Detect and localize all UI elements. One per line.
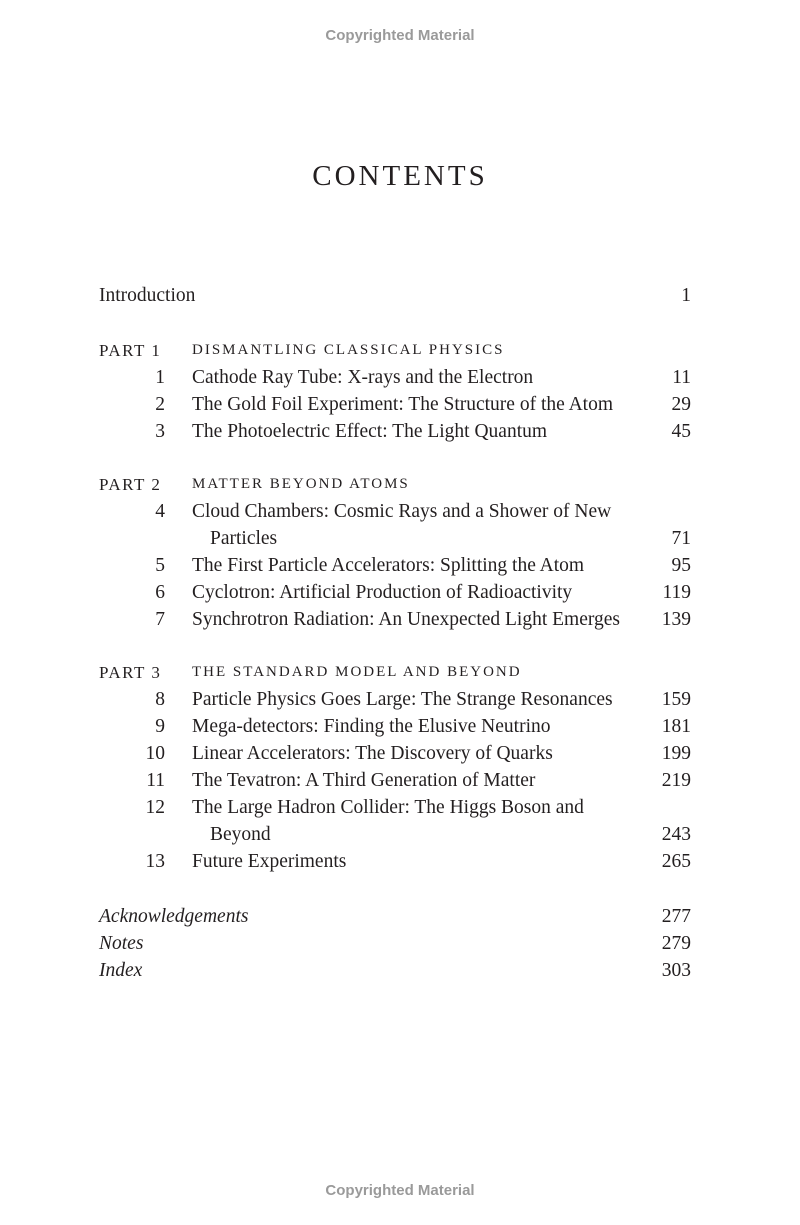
entry-label: Acknowledgements bbox=[99, 906, 249, 927]
part-label: PART 2 bbox=[99, 475, 162, 494]
chapter-title: Mega-detectors: Finding the Elusive Neutrino bbox=[192, 716, 551, 737]
chapter-title: Particle Physics Goes Large: The Strange Resonances bbox=[192, 689, 613, 710]
chapter-number: 5 bbox=[155, 555, 165, 576]
entry-label: Introduction bbox=[99, 285, 196, 306]
page-number: 71 bbox=[671, 528, 691, 549]
toc-entry-introduction[interactable] bbox=[99, 282, 691, 309]
chapter-title: The First Particle Accelerators: Splitting the Atom bbox=[192, 555, 585, 576]
part-heading-3 bbox=[99, 659, 691, 686]
page-number: 277 bbox=[661, 906, 691, 927]
chapter-title-line-2: Beyond bbox=[210, 824, 271, 845]
entry-label: Index bbox=[99, 960, 143, 981]
chapter-title-line-1: Cloud Chambers: Cosmic Rays and a Shower of New bbox=[192, 501, 612, 522]
toc-entry-chapter-10[interactable] bbox=[99, 740, 691, 767]
chapter-number: 12 bbox=[145, 797, 165, 818]
part-label: PART 3 bbox=[99, 663, 162, 682]
chapter-title bbox=[192, 498, 642, 552]
chapter-number: 10 bbox=[145, 743, 165, 764]
watermark-top: Copyrighted Material bbox=[325, 27, 475, 44]
toc-entry-notes[interactable] bbox=[99, 930, 691, 957]
toc-entry-chapter-5[interactable] bbox=[99, 552, 691, 579]
watermark-bottom: Copyrighted Material bbox=[325, 1182, 475, 1199]
chapter-title: Synchrotron Radiation: An Unexpected Light Emerges bbox=[192, 609, 621, 630]
toc-entry-chapter-6[interactable] bbox=[99, 579, 691, 606]
page-number: 219 bbox=[661, 770, 691, 791]
chapter-title: Cyclotron: Artificial Production of Radioactivity bbox=[192, 582, 573, 603]
toc-entry-acknowledgements[interactable] bbox=[99, 903, 691, 930]
page-number: 1 bbox=[681, 285, 691, 306]
chapter-title: Cathode Ray Tube: X-rays and the Electron bbox=[192, 367, 534, 388]
chapter-number: 13 bbox=[145, 851, 165, 872]
toc-entry-chapter-3[interactable] bbox=[99, 418, 691, 445]
page-number: 95 bbox=[671, 555, 691, 576]
page-number: 119 bbox=[662, 582, 691, 603]
entry-label: Notes bbox=[99, 933, 144, 954]
page-number: 139 bbox=[661, 609, 691, 630]
chapter-title: The Gold Foil Experiment: The Structure of the Atom bbox=[192, 394, 613, 415]
page-number: 29 bbox=[671, 394, 691, 415]
chapter-number: 6 bbox=[155, 582, 165, 603]
chapter-title: Future Experiments bbox=[192, 851, 347, 872]
page-number: 199 bbox=[661, 743, 691, 764]
chapter-title-line-2: Particles bbox=[210, 528, 278, 549]
part-title: DISMANTLING CLASSICAL PHYSICS bbox=[192, 342, 505, 358]
chapter-number: 1 bbox=[155, 367, 165, 388]
page-number: 181 bbox=[661, 716, 691, 737]
chapter-title bbox=[192, 794, 642, 848]
chapter-number: 2 bbox=[155, 394, 165, 415]
part-title: THE STANDARD MODEL AND BEYOND bbox=[192, 664, 522, 680]
toc-entry-chapter-11[interactable] bbox=[99, 767, 691, 794]
toc-entry-chapter-8[interactable] bbox=[99, 686, 691, 713]
page-number: 159 bbox=[661, 689, 691, 710]
toc-entry-chapter-7[interactable] bbox=[99, 606, 691, 633]
part-heading-2 bbox=[99, 471, 691, 498]
chapter-number: 7 bbox=[155, 609, 165, 630]
part-label: PART 1 bbox=[99, 341, 162, 360]
part-heading-1 bbox=[99, 337, 691, 364]
page-number: 265 bbox=[661, 851, 691, 872]
chapter-number: 9 bbox=[155, 716, 165, 737]
chapter-number: 8 bbox=[155, 689, 165, 710]
chapter-number: 3 bbox=[155, 421, 165, 442]
chapter-number: 11 bbox=[146, 770, 165, 791]
toc-entry-chapter-2[interactable] bbox=[99, 391, 691, 418]
toc-entry-index[interactable] bbox=[99, 957, 691, 984]
page-number: 11 bbox=[672, 367, 691, 388]
chapter-title: The Tevatron: A Third Generation of Matter bbox=[192, 770, 536, 791]
toc-entry-chapter-1[interactable] bbox=[99, 364, 691, 391]
chapter-number: 4 bbox=[155, 501, 165, 522]
chapter-title: The Photoelectric Effect: The Light Quantum bbox=[192, 421, 548, 442]
chapter-title-line-1: The Large Hadron Collider: The Higgs Boson and bbox=[192, 797, 584, 818]
page-number: 279 bbox=[661, 933, 691, 954]
toc-entry-chapter-4[interactable] bbox=[99, 498, 691, 552]
page-number: 45 bbox=[671, 421, 691, 442]
page-number: 243 bbox=[661, 824, 691, 845]
part-title: MATTER BEYOND ATOMS bbox=[192, 476, 410, 492]
page-title: CONTENTS bbox=[312, 160, 488, 192]
toc-entry-chapter-9[interactable] bbox=[99, 713, 691, 740]
toc-entry-chapter-12[interactable] bbox=[99, 794, 691, 848]
chapter-title: Linear Accelerators: The Discovery of Quarks bbox=[192, 743, 553, 764]
table-of-contents bbox=[99, 282, 691, 984]
toc-entry-chapter-13[interactable] bbox=[99, 848, 691, 875]
page-number: 303 bbox=[661, 960, 691, 981]
